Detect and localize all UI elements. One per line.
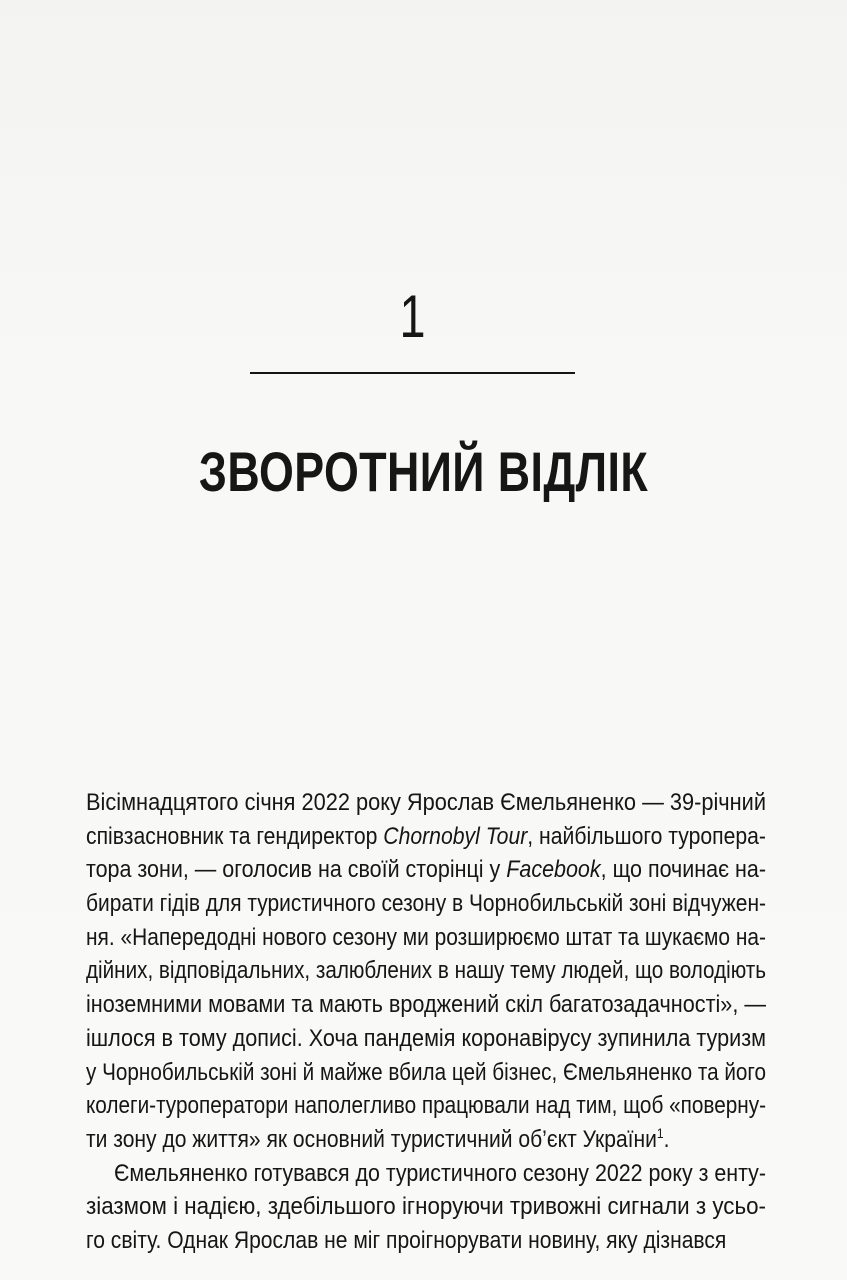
text-line — [86, 1022, 766, 1056]
text-line — [86, 820, 766, 854]
chapter-divider-rule — [250, 372, 575, 374]
text-run: у Чорнобильській зоні й майже вбила цей бізнес, Ємельяненко та його — [86, 1058, 766, 1086]
text-run: ішлося в тому дописі. Хоча пандемія коронавірусу зупинила туризм — [86, 1024, 766, 1052]
text-run: Вісімнадцятого січня 2022 року Ярослав Ємельяненко — 39-річний — [86, 789, 766, 816]
text-run: іноземними мовами та мають вроджений скіл багатозадачності», — — [86, 991, 766, 1019]
footnote-marker: 1 — [656, 1124, 664, 1141]
text-run: ня. «Напередодні нового сезону ми розширюємо штат та шукаємо на- — [86, 923, 766, 951]
text-run: колеги-туроператори наполегливо працювали над тим, щоб «поверну- — [86, 1092, 766, 1120]
chapter-title: ЗВОРОТНИЙ ВІДЛІК — [198, 440, 649, 503]
italic-term: Facebook — [506, 856, 601, 884]
text-run: ти зону до життя» як основний туристичний об’єкт України — [86, 1125, 657, 1153]
text-run: Ємельяненко готувався до туристичного сезону 2022 року з енту- — [114, 1159, 766, 1187]
text-line — [86, 1224, 766, 1258]
text-run: зіазмом і надією, здебільшого ігноруючи тривожні сигнали з усьо- — [86, 1193, 766, 1221]
text-run: го світу. Однак Ярослав не міг проігнорувати новину, яку дізнався — [86, 1226, 727, 1254]
text-run: бирати гідів для туристичного сезону в Чорнобильській зоні відчужен- — [86, 890, 766, 918]
text-line — [86, 1056, 766, 1090]
text-line — [86, 1157, 766, 1191]
text-line — [86, 853, 766, 887]
text-line — [86, 921, 766, 955]
text-line — [86, 1190, 766, 1224]
text-line — [86, 1123, 766, 1157]
text-run: співзасновник та гендиректор — [86, 822, 384, 850]
text-run: . — [663, 1125, 670, 1153]
chapter-number: 1 — [399, 283, 426, 350]
text-line — [86, 887, 766, 921]
paragraph — [86, 786, 766, 1157]
paragraph — [86, 1157, 766, 1258]
text-line — [86, 954, 766, 988]
body-text — [86, 786, 766, 1258]
italic-term: Chornobyl Tour — [383, 822, 528, 850]
text-run: тора зони, — оголосив на своїй сторінці у — [86, 856, 507, 884]
text-line — [86, 786, 766, 820]
text-line — [86, 988, 766, 1022]
text-run: , що починає на- — [600, 856, 766, 884]
text-line — [86, 1089, 766, 1123]
text-run: , найбільшого туропера- — [527, 822, 766, 850]
text-run: дійних, відповідальних, залюблених в нашу тему людей, що володіють — [86, 957, 766, 985]
